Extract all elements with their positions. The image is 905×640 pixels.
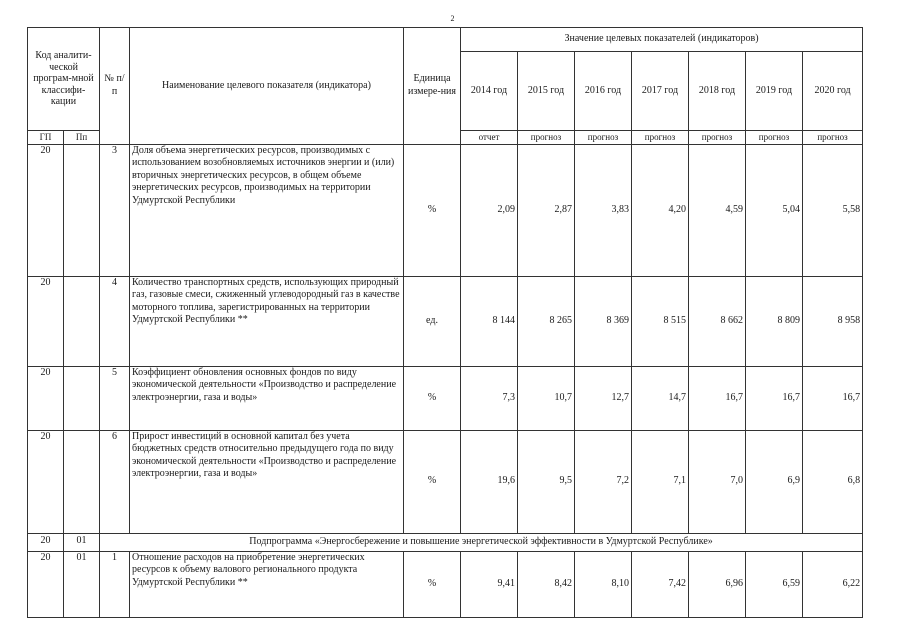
value-cell: 7,42 [632,551,689,617]
table-row [28,551,863,617]
gp-code: 20 [28,551,64,617]
gp-code: 20 [28,366,64,430]
gp-code: 20 [28,430,64,533]
value-cell: 4,59 [689,144,746,276]
value-cell: 8,42 [518,551,575,617]
row-number: 1 [100,551,130,617]
value-cell: 6,96 [689,551,746,617]
value-cell: 8 369 [575,276,632,366]
unit: % [404,551,461,617]
header-year: 2017 год [632,52,689,131]
row-number: 6 [100,430,130,533]
value-cell: 8 809 [746,276,803,366]
value-cell: 8 144 [461,276,518,366]
indicator-name: Отношение расходов на приобретение энергетических ресурсов к объему валового регионального продукта Удмуртской Республики ** [130,551,404,617]
indicator-name: Доля объема энергетических ресурсов, производимых с использованием возобновляемых источников энергии и (или) вторичных энергетических ресурсов, в общем объеме энергетических ресурсов, производимых на территории Удмуртской Республики [130,144,404,276]
value-cell: 10,7 [518,366,575,430]
value-cell: 12,7 [575,366,632,430]
header-year: 2015 год [518,52,575,131]
value-cell: 7,0 [689,430,746,533]
value-cell: 8 958 [803,276,863,366]
value-cell: 8 515 [632,276,689,366]
value-cell: 16,7 [803,366,863,430]
header-year-type: прогноз [803,131,863,145]
header-year-type: отчет [461,131,518,145]
unit: ед. [404,276,461,366]
value-cell: 2,09 [461,144,518,276]
indicators-table [27,27,863,618]
gp-code: 20 [28,533,64,551]
header-unit: Единица измере-ния [404,28,461,145]
unit: % [404,144,461,276]
indicator-name: Количество транспортных средств, использующих природный газ, газовые смеси, сжиженный углеводородный газ в качестве моторного топлива, зарегистрированных на территории Удмуртской Республики ** [130,276,404,366]
table-row [28,276,863,366]
header-year-type: прогноз [746,131,803,145]
value-cell: 6,22 [803,551,863,617]
header-year: 2020 год [803,52,863,131]
header-year: 2019 год [746,52,803,131]
header-classification: Код аналити-ческой програм-мной классифи-кации [28,28,100,131]
value-cell: 7,2 [575,430,632,533]
table-row [28,366,863,430]
value-cell: 6,9 [746,430,803,533]
value-cell: 9,5 [518,430,575,533]
row-number: 3 [100,144,130,276]
pp-code [64,276,100,366]
page-number: 2 [450,14,455,23]
value-cell: 7,1 [632,430,689,533]
header-gp: ГП [28,131,64,145]
value-cell: 16,7 [689,366,746,430]
unit: % [404,430,461,533]
header-year-type: прогноз [518,131,575,145]
value-cell: 4,20 [632,144,689,276]
header-year-type: прогноз [689,131,746,145]
value-cell: 16,7 [746,366,803,430]
header-year-type: прогноз [632,131,689,145]
value-cell: 3,83 [575,144,632,276]
pp-code: 01 [64,551,100,617]
gp-code: 20 [28,144,64,276]
row-number: 5 [100,366,130,430]
header-values-group: Значение целевых показателей (индикаторов) [461,28,863,52]
header-indicator-name: Наименование целевого показателя (индикатора) [130,28,404,145]
pp-code [64,430,100,533]
subprogram-title: Подпрограмма «Энергосбережение и повышение энергетической эффективности в Удмуртской Республике» [100,533,863,551]
pp-code: 01 [64,533,100,551]
header-year: 2014 год [461,52,518,131]
pp-code [64,144,100,276]
value-cell: 14,7 [632,366,689,430]
header-year: 2016 год [575,52,632,131]
value-cell: 9,41 [461,551,518,617]
subprogram-row [28,533,863,551]
value-cell: 7,3 [461,366,518,430]
unit: % [404,366,461,430]
gp-code: 20 [28,276,64,366]
header-year: 2018 год [689,52,746,131]
table-row [28,430,863,533]
indicator-name: Коэффициент обновления основных фондов по виду экономической деятельности «Производство и распределение электроэнергии, газа и воды» [130,366,404,430]
table-row [28,144,863,276]
value-cell: 19,6 [461,430,518,533]
header-year-type: прогноз [575,131,632,145]
pp-code [64,366,100,430]
value-cell: 8 662 [689,276,746,366]
value-cell: 8 265 [518,276,575,366]
value-cell: 8,10 [575,551,632,617]
indicator-name: Прирост инвестиций в основной капитал без учета бюджетных средств относительно предыдущего года по виду экономической деятельности «Производство и распределение электроэнергии, газа и воды» [130,430,404,533]
header-number: № п/п [100,28,130,145]
value-cell: 6,59 [746,551,803,617]
row-number: 4 [100,276,130,366]
header-pp: Пп [64,131,100,145]
value-cell: 6,8 [803,430,863,533]
value-cell: 5,58 [803,144,863,276]
value-cell: 5,04 [746,144,803,276]
value-cell: 2,87 [518,144,575,276]
